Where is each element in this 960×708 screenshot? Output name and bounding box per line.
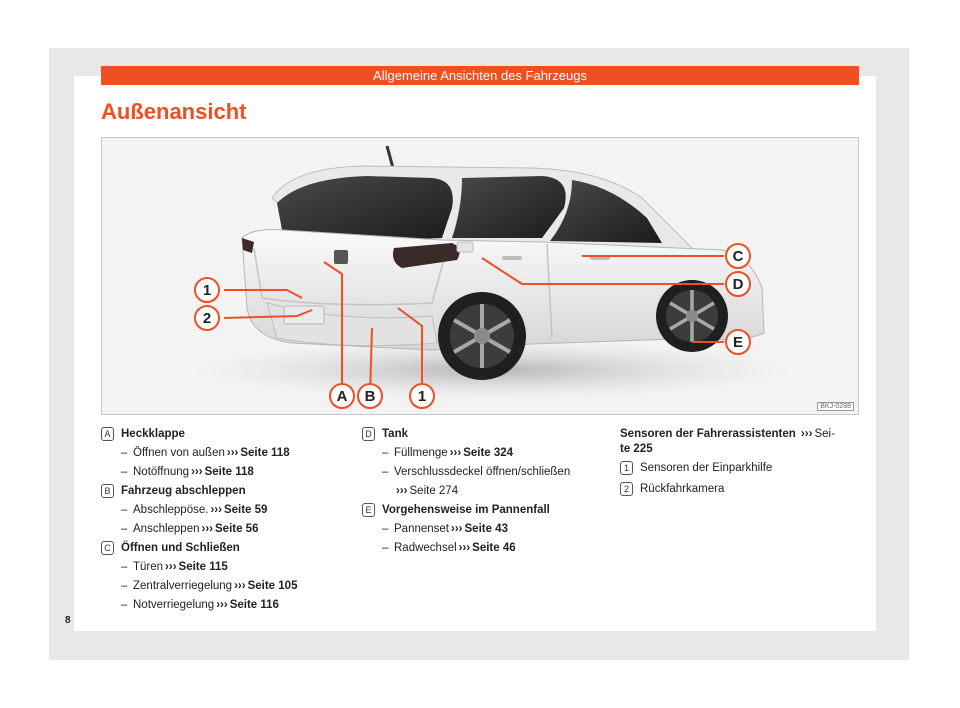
letter-badge-d: D [362,427,375,441]
list-item: – Verschlussdeckel öffnen/schließen [382,466,571,478]
letter-badge-b: B [101,484,114,498]
callout-2 [195,306,219,330]
list-item: – Öffnen von außen ››› Seite 118 [121,447,290,459]
svg-text:A: A [336,388,348,405]
page-link[interactable]: Seite 118 [204,466,254,478]
section-title: Außenansicht [101,99,247,124]
page-link[interactable]: Seite 43 [464,523,508,535]
callout-e [726,330,750,354]
page-link[interactable]: Seite 274 [409,485,459,497]
entry-title: Öffnen und Schließen [121,542,240,554]
number-badge-2: 2 [620,482,633,496]
legend-column-middle [362,427,602,560]
letter-badge-c: C [101,541,114,555]
list-item: – Notöffnung ››› Seite 118 [121,466,254,478]
entry-title: Fahrzeug abschleppen [121,485,246,497]
page-link[interactable]: Seite 56 [215,523,259,535]
list-item: – Anschleppen ››› Seite 56 [121,523,259,535]
legend-entry-a [101,427,351,480]
list-item: – Zentralverriegelung ››› Seite 105 [121,580,298,592]
list-item: – Türen ››› Seite 115 [121,561,228,573]
list-item: – Radwechsel ››› Seite 46 [382,542,516,554]
page-link[interactable]: Seite 46 [472,542,516,554]
legend-column-right [620,427,860,503]
chapter-header: Allgemeine Ansichten des Fahrzeugs [101,66,859,85]
list-item: – Notverriegelung ››› Seite 116 [121,599,279,611]
page-link[interactable]: Sei- [814,428,835,440]
page-link[interactable]: Seite 115 [178,561,228,573]
svg-text:2: 2 [202,310,212,327]
sensor-item-1: 1 Sensoren der Einparkhilfe [620,461,860,476]
page-link[interactable]: te 225 [620,443,653,455]
svg-text:C: C [732,248,744,265]
car-rear-view-figure [101,137,859,415]
callout-d [726,272,750,296]
entry-title: Vorgehensweise im Pannenfall [382,504,550,516]
list-item: – Abschleppöse. ››› Seite 59 [121,504,268,516]
legend-entry-d [362,427,602,499]
list-item-continuation: ››› Seite 274 [396,485,459,497]
page-number: 8 [65,615,71,626]
legend-entry-c [101,541,351,613]
brand-logo [334,250,348,264]
license-plate-area [284,306,324,324]
rear-wheel [438,292,526,380]
letter-badge-a: A [101,427,114,441]
sensor-item-2: 2 Rückfahrkamera [620,482,860,497]
svg-text:1: 1 [202,282,212,299]
list-item: – Füllmenge ››› Seite 324 [382,447,514,459]
page-link[interactable]: Seite 118 [240,447,290,459]
car-illustration [102,138,859,415]
page-link[interactable]: Seite 105 [247,580,298,592]
legend-entry-b [101,484,351,537]
page-link[interactable]: Seite 59 [223,504,268,516]
svg-text:1: 1 [417,388,427,405]
page-link[interactable]: Seite 116 [229,599,279,611]
callout-1-left [195,278,219,302]
svg-text:D: D [732,276,744,293]
entry-title: Tank [382,428,408,440]
fuel-door [457,242,473,252]
svg-text:E: E [732,334,744,351]
callout-1-bottom [410,384,434,408]
svg-text:B: B [364,388,376,405]
legend-entry-e [362,503,602,556]
legend-column-left [101,427,351,617]
letter-badge-e: E [362,503,375,517]
number-badge-1: 1 [620,461,633,475]
callout-c [726,244,750,268]
callout-a [330,384,354,408]
callout-b [358,384,382,408]
image-code-label: BKJ-0288 [817,402,854,411]
sensors-heading: Sensoren der Fahrerassistenten ››› Sei- te 225 [620,428,835,455]
page-link[interactable]: Seite 324 [463,447,514,459]
entry-title: Heckklappe [121,428,185,440]
list-item: – Pannenset ››› Seite 43 [382,523,508,535]
side-window-rear [452,176,566,238]
